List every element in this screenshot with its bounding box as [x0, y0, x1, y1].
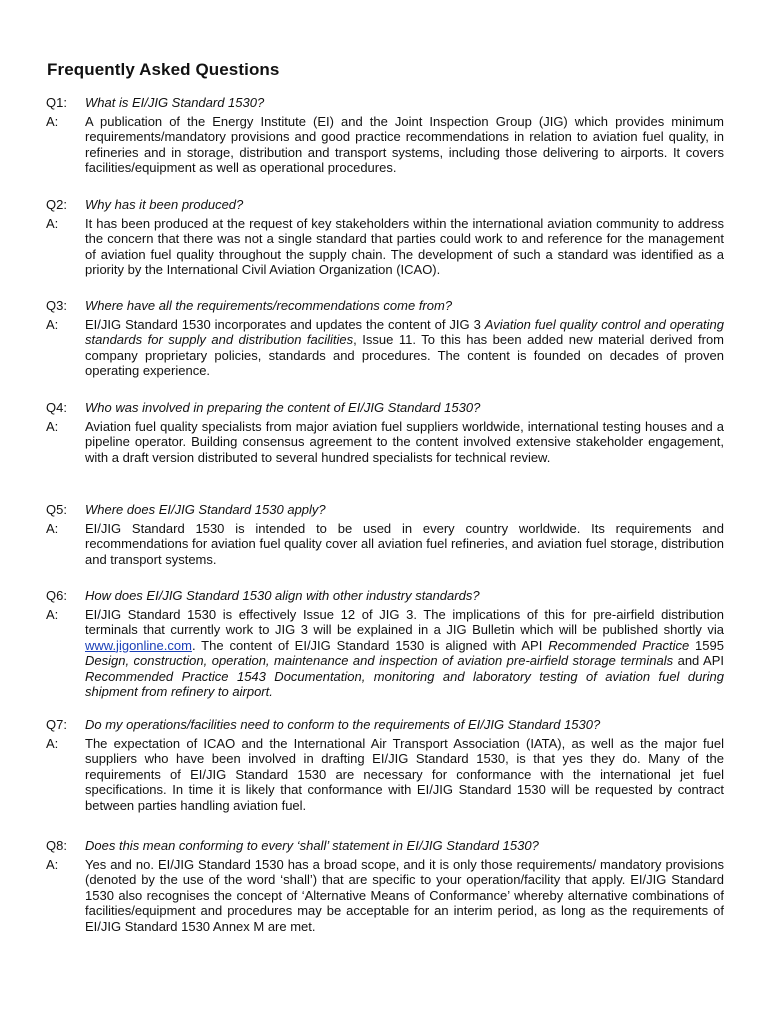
- answer-text: Aviation fuel quality specialists from major aviation fuel suppliers worldwide, international testing houses and a pipeline operator. Building consensus agreement to the content involved extensive stakeholder engagement, with a draft version distributed to several hundred specialists for technical review.: [85, 418, 724, 465]
- answer-row: [46, 419, 724, 466]
- answer-label: A:: [46, 520, 59, 536]
- faq-item-5: [46, 502, 724, 567]
- question-row: [46, 197, 724, 213]
- answer-text: A publication of the Energy Institute (EI) and the Joint Inspection Group (JIG) which provides minimum requirements/mandatory provisions and good practice recommendations in relation to aviation fuel quality, in refineries and in storage, distribution and transport systems, including those delivering to airports. It covers facilities/equipment as well as operational procedures.: [85, 113, 724, 175]
- answer-label: A:: [46, 418, 59, 434]
- faq-item-7: [46, 717, 724, 813]
- question-label: Q2:: [46, 197, 67, 212]
- answer-part: and API: [673, 653, 724, 668]
- faq-item-2: [46, 197, 724, 278]
- question-row: [46, 588, 724, 604]
- question-text: What is EI/JIG Standard 1530?: [85, 95, 265, 110]
- question-label: Q8:: [46, 838, 67, 853]
- question-row: [46, 298, 724, 314]
- question-row: [46, 95, 724, 111]
- question-text: How does EI/JIG Standard 1530 align with other industry standards?: [85, 588, 480, 603]
- answer-text: [85, 317, 724, 379]
- jigonline-link[interactable]: www.jigonline.com: [85, 637, 192, 653]
- answer-part: , Issue 11. To this has been added new material derived from company proprietary policies, standards and procedures. The content is founded on decades of proven operating experience.: [85, 332, 724, 378]
- answer-label: A:: [46, 113, 59, 129]
- publication-title: Recommended Practice 1543 Documentation, monitoring and laboratory testing of aviation fuel during shipment from refinery to airport.: [85, 668, 724, 699]
- answer-part: EI/JIG Standard 1530 incorporates and updates the content of JIG 3: [85, 316, 485, 332]
- answer-text: EI/JIG Standard 1530 is intended to be used in every country worldwide. Its requirements and recommendations for aviation fuel quality cover all aviation fuel refineries, and aviation fuel storage, distribution and transport systems.: [85, 520, 724, 567]
- answer-part: EI/JIG Standard 1530 is effectively Issue 12 of JIG 3. The implications of this for pre-airfield distribution terminals that currently work to JIG 3 will be explained in a JIG Bulletin which will be published shortly via: [85, 606, 724, 637]
- answer-label: A:: [46, 735, 59, 751]
- question-row: [46, 400, 724, 416]
- answer-text: The expectation of ICAO and the International Air Transport Association (IATA), as well as the major fuel suppliers who have been involved in drafting EI/JIG Standard 1530, is that yes they do. Many of the requirements of EI/JIG Standard 1530 are necessary for conformance with the international jet fuel specifications. In time it is likely that conformance with EI/JIG Standard 1530 will be requested by contract between parties handling aviation fuel.: [85, 735, 724, 813]
- faq-item-4: [46, 400, 724, 465]
- answer-label: A:: [46, 856, 59, 872]
- answer-row: [46, 736, 724, 814]
- publication-title: Recommended Practice: [548, 637, 690, 653]
- answer-part: . The content of EI/JIG Standard 1530 is aligned with API: [191, 637, 549, 653]
- answer-label: A:: [46, 215, 59, 231]
- answer-text: It has been produced at the request of key stakeholders within the international aviation community to address the concern that there was not a single standard that parties could work to and reference for the management of aviation fuel quality throughout the supply chain. The development of such a standard was identified as a priority by the International Civil Aviation Organization (ICAO).: [85, 215, 724, 277]
- answer-row: [46, 317, 724, 379]
- question-label: Q7:: [46, 717, 67, 732]
- faq-item-3: [46, 298, 724, 379]
- question-label: Q3:: [46, 298, 67, 313]
- answer-part: 1595: [689, 637, 724, 653]
- question-label: Q6:: [46, 588, 67, 603]
- answer-row: [46, 857, 724, 935]
- page-title: Frequently Asked Questions: [47, 60, 280, 79]
- answer-row: [46, 521, 724, 568]
- question-text: Where have all the requirements/recommendations come from?: [85, 298, 453, 313]
- question-label: Q5:: [46, 502, 67, 517]
- question-text: Where does EI/JIG Standard 1530 apply?: [85, 502, 326, 517]
- publication-title: Design, construction, operation, maintenance and inspection of aviation pre-airfield storage terminals: [85, 653, 674, 668]
- answer-text: [85, 607, 724, 700]
- faq-item-1: [46, 95, 724, 176]
- question-text: Why has it been produced?: [85, 197, 244, 212]
- question-text: Do my operations/facilities need to conform to the requirements of EI/JIG Standard 1530?: [85, 717, 601, 732]
- question-row: [46, 838, 724, 854]
- question-text: Who was involved in preparing the content of EI/JIG Standard 1530?: [85, 400, 481, 415]
- answer-label: A:: [46, 606, 59, 622]
- question-row: [46, 502, 724, 518]
- answer-row: [46, 216, 724, 278]
- answer-row: [46, 607, 724, 700]
- question-row: [46, 717, 724, 733]
- answer-row: [46, 114, 724, 176]
- answer-label: A:: [46, 316, 59, 332]
- faq-item-8: [46, 838, 724, 934]
- question-label: Q1:: [46, 95, 67, 110]
- question-label: Q4:: [46, 400, 67, 415]
- question-text: Does this mean conforming to every ‘shall’ statement in EI/JIG Standard 1530?: [85, 838, 539, 853]
- faq-item-6: [46, 588, 724, 700]
- answer-text: Yes and no. EI/JIG Standard 1530 has a broad scope, and it is only those requirements/ mandatory provisions (denoted by the use of the word ‘shall’) that are specific to your operation/facility that apply. EI/JIG Standard 1530 also recognises the concept of ‘Alternative Means of Conformance’ whereby alternative combinations of facilities/equipment and procedures may be acceptable for an interim period, as long as the requirements of EI/JIG Standard 1530 Annex M are met.: [85, 856, 724, 934]
- publication-title: Aviation fuel quality control and operating standards for supply and distribution facilities: [85, 316, 725, 347]
